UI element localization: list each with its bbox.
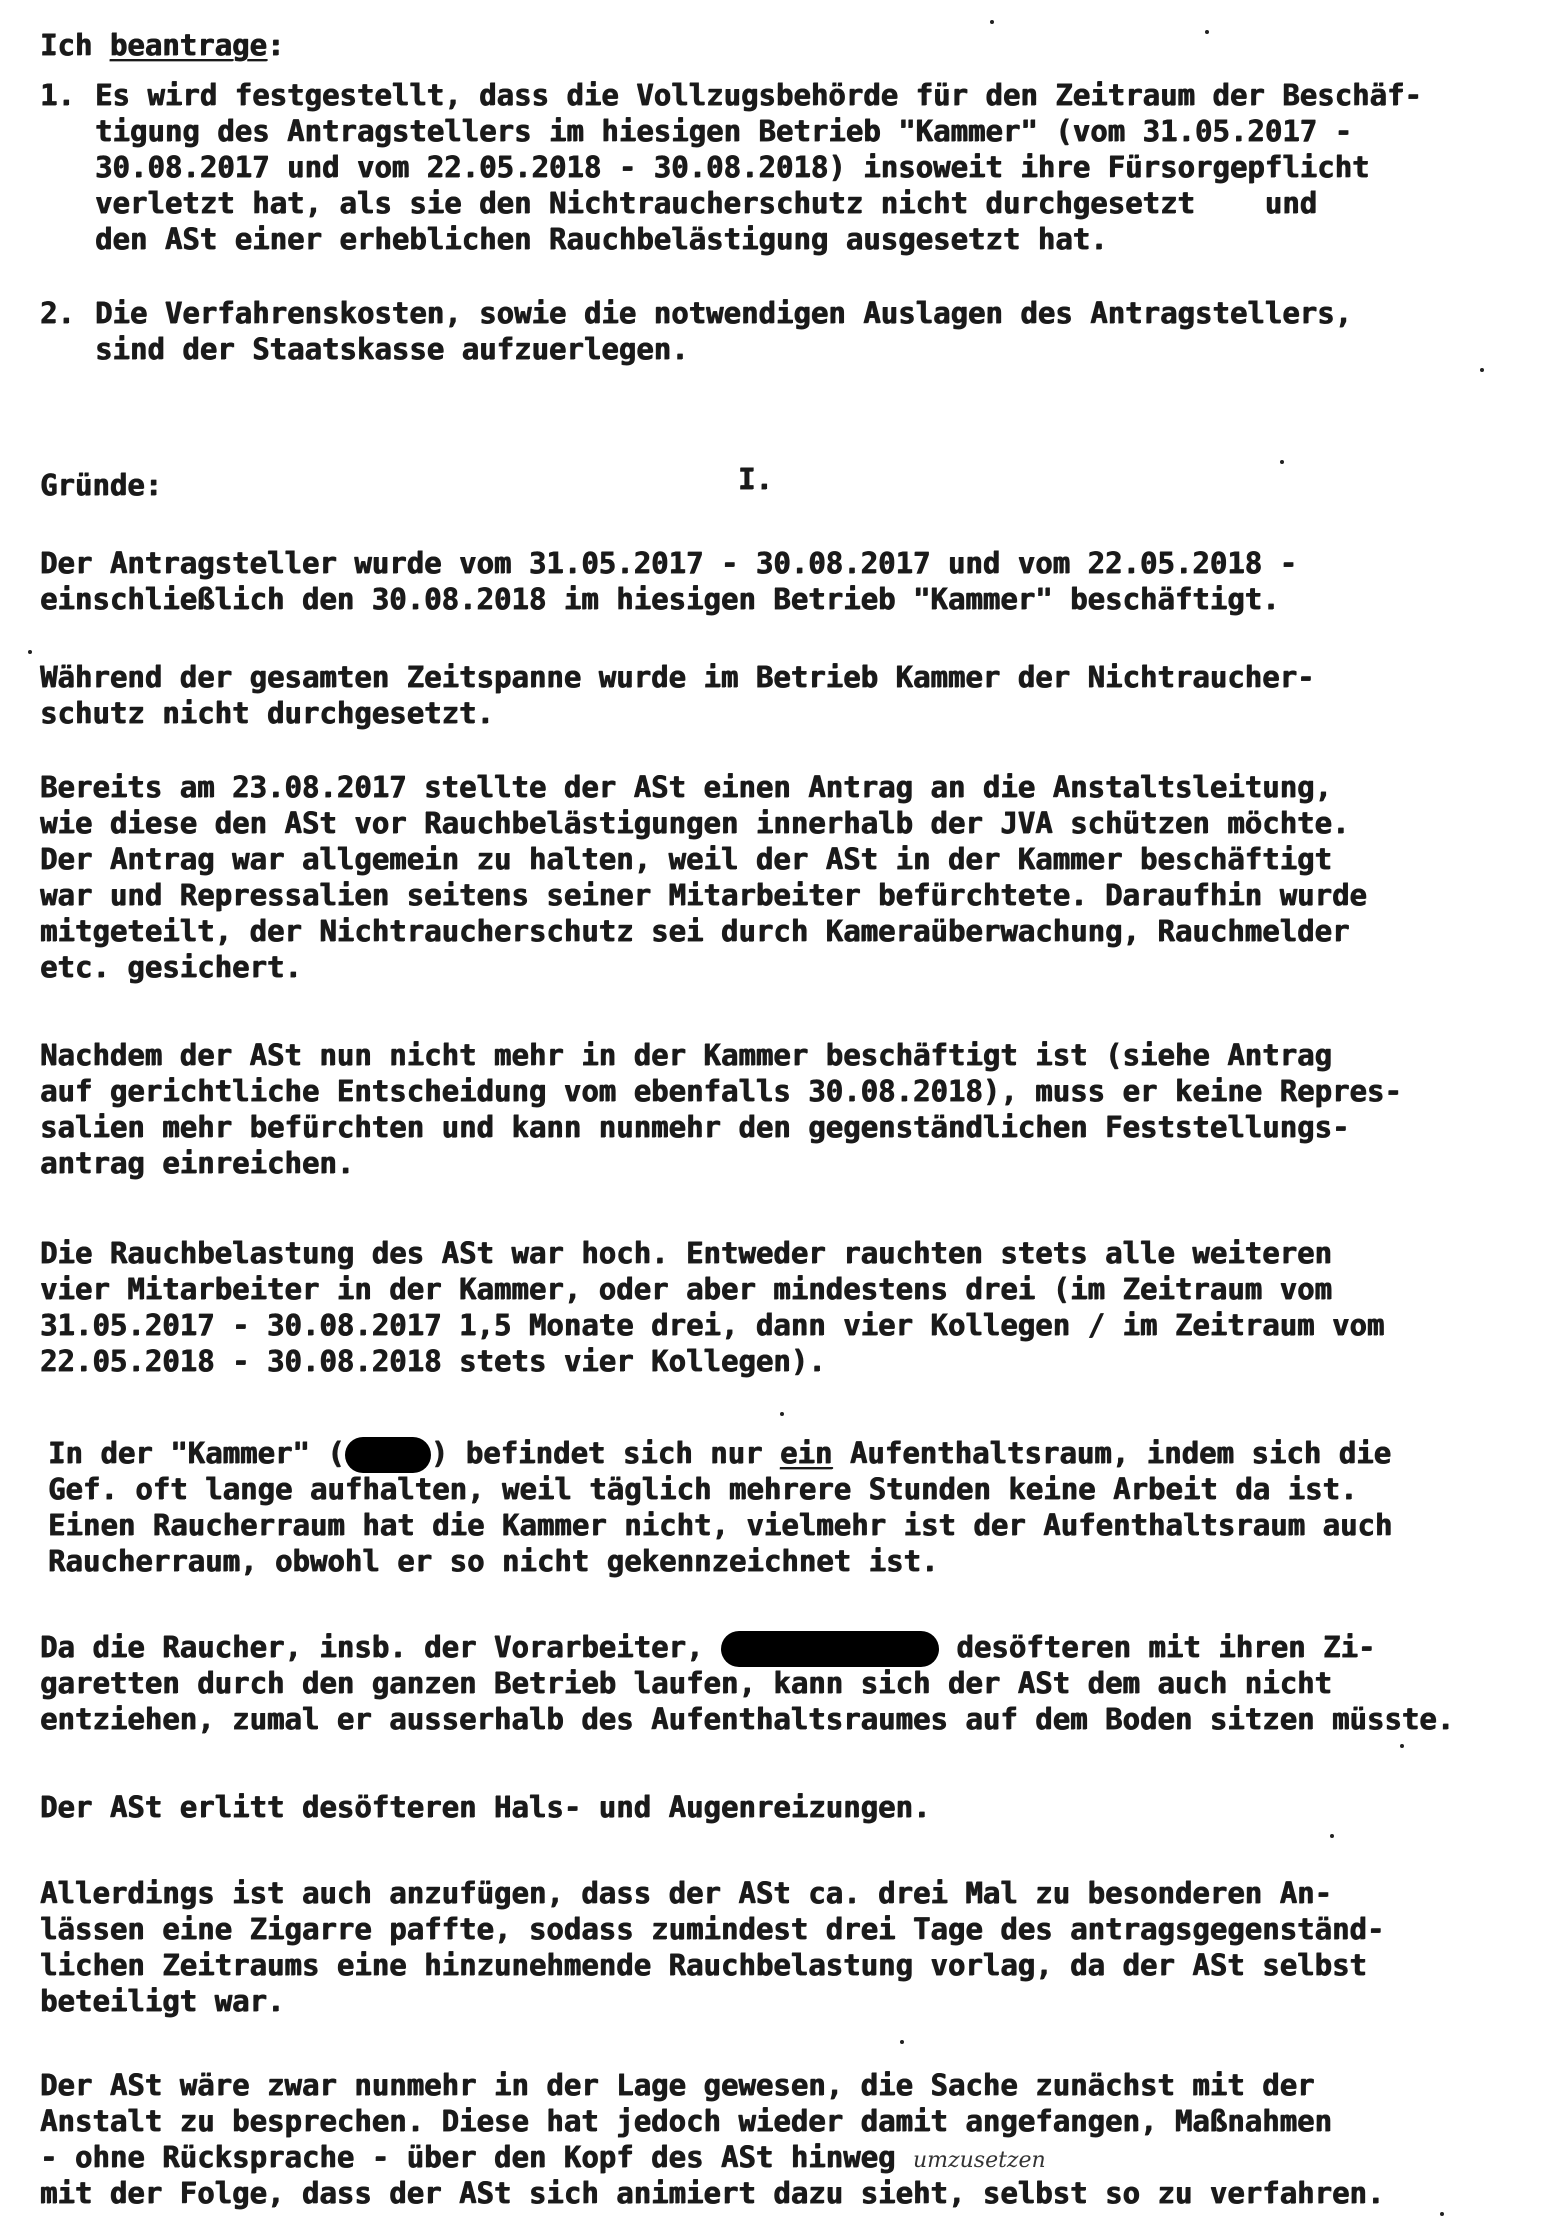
request-text-line: Es wird festgestellt, dass die Vollzugsbehörde für den Zeitraum der Beschäf- xyxy=(95,78,1422,112)
scan-speck xyxy=(1330,1834,1334,1838)
text-segment: - ohne Rücksprache - über den Kopf des ASt hinweg xyxy=(40,2140,913,2174)
text-segment: ) befindet sich nur xyxy=(430,1436,781,1470)
underlined-word: ein xyxy=(780,1436,833,1470)
scan-speck xyxy=(1400,1744,1404,1748)
paragraph-line: mit der Folge, dass der ASt sich animiert dazu sieht, selbst so zu verfahren. xyxy=(40,2176,1385,2210)
paragraph-line xyxy=(48,1436,1391,1473)
paragraph-line: garetten durch den ganzen Betrieb laufen, kann sich der ASt dem auch nicht xyxy=(40,1666,1333,1700)
paragraph-line: lichen Zeitraums eine hinzunehmende Rauchbelastung vorlag, da der ASt selbst xyxy=(40,1948,1367,1982)
paragraph-line: Nachdem der ASt nun nicht mehr in der Kammer beschäftigt ist (siehe Antrag xyxy=(40,1038,1333,1072)
paragraph-line: antrag einreichen. xyxy=(40,1146,355,1180)
scan-speck xyxy=(1205,30,1209,34)
request-text-line: Die Verfahrenskosten, sowie die notwendigen Auslagen des Antragstellers, xyxy=(95,296,1353,330)
paragraph-line: Bereits am 23.08.2017 stellte der ASt einen Antrag an die Anstaltsleitung, xyxy=(40,770,1333,804)
request-text-line: 30.08.2017 und vom 22.05.2018 - 30.08.2018) insoweit ihre Fürsorgepflicht xyxy=(95,150,1370,184)
scan-speck xyxy=(28,650,32,654)
paragraph-line: 31.05.2017 - 30.08.2017 1,5 Monate drei, dann vier Kollegen / im Zeitraum vom xyxy=(40,1308,1385,1342)
scan-speck xyxy=(1280,460,1284,464)
request-number: 1. xyxy=(40,78,75,112)
text-segment: In der "Kammer" ( xyxy=(48,1436,345,1470)
paragraph-line: war und Repressalien seitens seiner Mitarbeiter befürchtete. Daraufhin wurde xyxy=(40,878,1367,912)
scan-speck xyxy=(900,2040,904,2044)
paragraph-line: Der ASt wäre zwar nunmehr in der Lage gewesen, die Sache zunächst mit der xyxy=(40,2068,1315,2102)
heading-underlined-word: beantrage xyxy=(109,28,267,62)
paragraph-line: 22.05.2018 - 30.08.2018 stets vier Kollegen). xyxy=(40,1344,826,1378)
redaction-mark xyxy=(345,1437,431,1473)
heading-colon: : xyxy=(266,28,285,62)
text-segment: Aufenthaltsraum, indem sich die xyxy=(832,1436,1392,1470)
paragraph-line: Anstalt zu besprechen. Diese hat jedoch wieder damit angefangen, Maßnahmen xyxy=(40,2104,1333,2138)
paragraph-line: Die Rauchbelastung des ASt war hoch. Entweder rauchten stets alle weiteren xyxy=(40,1236,1333,1270)
request-text-line: sind der Staatskasse aufzuerlegen. xyxy=(95,332,689,366)
paragraph-line: einschließlich den 30.08.2018 im hiesigen Betrieb "Kammer" beschäftigt. xyxy=(40,582,1280,616)
paragraph-line: Der ASt erlitt desöfteren Hals- und Augenreizungen. xyxy=(40,1790,931,1824)
scan-speck xyxy=(1440,2212,1444,2216)
paragraph-line: beteiligt war. xyxy=(40,1984,285,2018)
paragraph-line: mitgeteilt, der Nichtraucherschutz sei durch Kameraüberwachung, Rauchmelder xyxy=(40,914,1350,948)
paragraph-line: Der Antrag war allgemein zu halten, weil der ASt in der Kammer beschäftigt xyxy=(40,842,1333,876)
paragraph-line: vier Mitarbeiter in der Kammer, oder aber mindestens drei (im Zeitraum vom xyxy=(40,1272,1333,1306)
paragraph-line xyxy=(40,1630,1375,1667)
paragraph-line: etc. gesichert. xyxy=(40,950,302,984)
paragraph-line: Während der gesamten Zeitspanne wurde im Betrieb Kammer der Nichtraucher- xyxy=(40,660,1315,694)
scan-speck xyxy=(1480,368,1484,372)
paragraph-line: Der Antragsteller wurde vom 31.05.2017 - 30.08.2017 und vom 22.05.2018 - xyxy=(40,546,1298,580)
request-heading xyxy=(40,28,284,62)
handwritten-insertion: umzusetzen xyxy=(912,2148,1046,2173)
reasons-label: Gründe: xyxy=(40,468,163,502)
request-text-line: tigung des Antragstellers im hiesigen Betrieb "Kammer" (vom 31.05.2017 - xyxy=(95,114,1353,148)
request-text-line: den ASt einer erheblichen Rauchbelästigung ausgesetzt hat. xyxy=(95,222,1108,256)
paragraph-line xyxy=(40,2140,1046,2178)
paragraph-line: Gef. oft lange aufhalten, weil täglich mehrere Stunden keine Arbeit da ist. xyxy=(48,1472,1358,1506)
request-number: 2. xyxy=(40,296,75,330)
request-text-line: verletzt hat, als sie den Nichtraucherschutz nicht durchgesetzt und xyxy=(95,186,1318,220)
paragraph-line: Allerdings ist auch anzufügen, dass der ASt ca. drei Mal zu besonderen An- xyxy=(40,1876,1333,1910)
paragraph-line: Raucherraum, obwohl er so nicht gekennzeichnet ist. xyxy=(48,1544,939,1578)
paragraph-line: entziehen, zumal er ausserhalb des Aufenthaltsraumes auf dem Boden sitzen müsste. xyxy=(40,1702,1455,1736)
section-numeral: I. xyxy=(738,462,773,496)
paragraph-line: wie diese den ASt vor Rauchbelästigungen innerhalb der JVA schützen möchte. xyxy=(40,806,1350,840)
paragraph-line: Einen Raucherraum hat die Kammer nicht, vielmehr ist der Aufenthaltsraum auch xyxy=(48,1508,1393,1542)
heading-prefix: Ich xyxy=(40,28,110,62)
scan-speck xyxy=(780,1412,784,1416)
paragraph-line: schutz nicht durchgesetzt. xyxy=(40,696,494,730)
paragraph-line: auf gerichtliche Entscheidung vom ebenfalls 30.08.2018), muss er keine Repres- xyxy=(40,1074,1402,1108)
text-segment: desöfteren mit ihren Zi- xyxy=(938,1630,1376,1664)
redaction-mark xyxy=(721,1631,939,1667)
paragraph-line: salien mehr befürchten und kann nunmehr den gegenständlichen Feststellungs- xyxy=(40,1110,1350,1144)
scan-speck xyxy=(990,20,994,24)
text-segment: Da die Raucher, insb. der Vorarbeiter, xyxy=(40,1630,721,1664)
paragraph-line: lässen eine Zigarre paffte, sodass zumindest drei Tage des antragsgegenständ- xyxy=(40,1912,1385,1946)
